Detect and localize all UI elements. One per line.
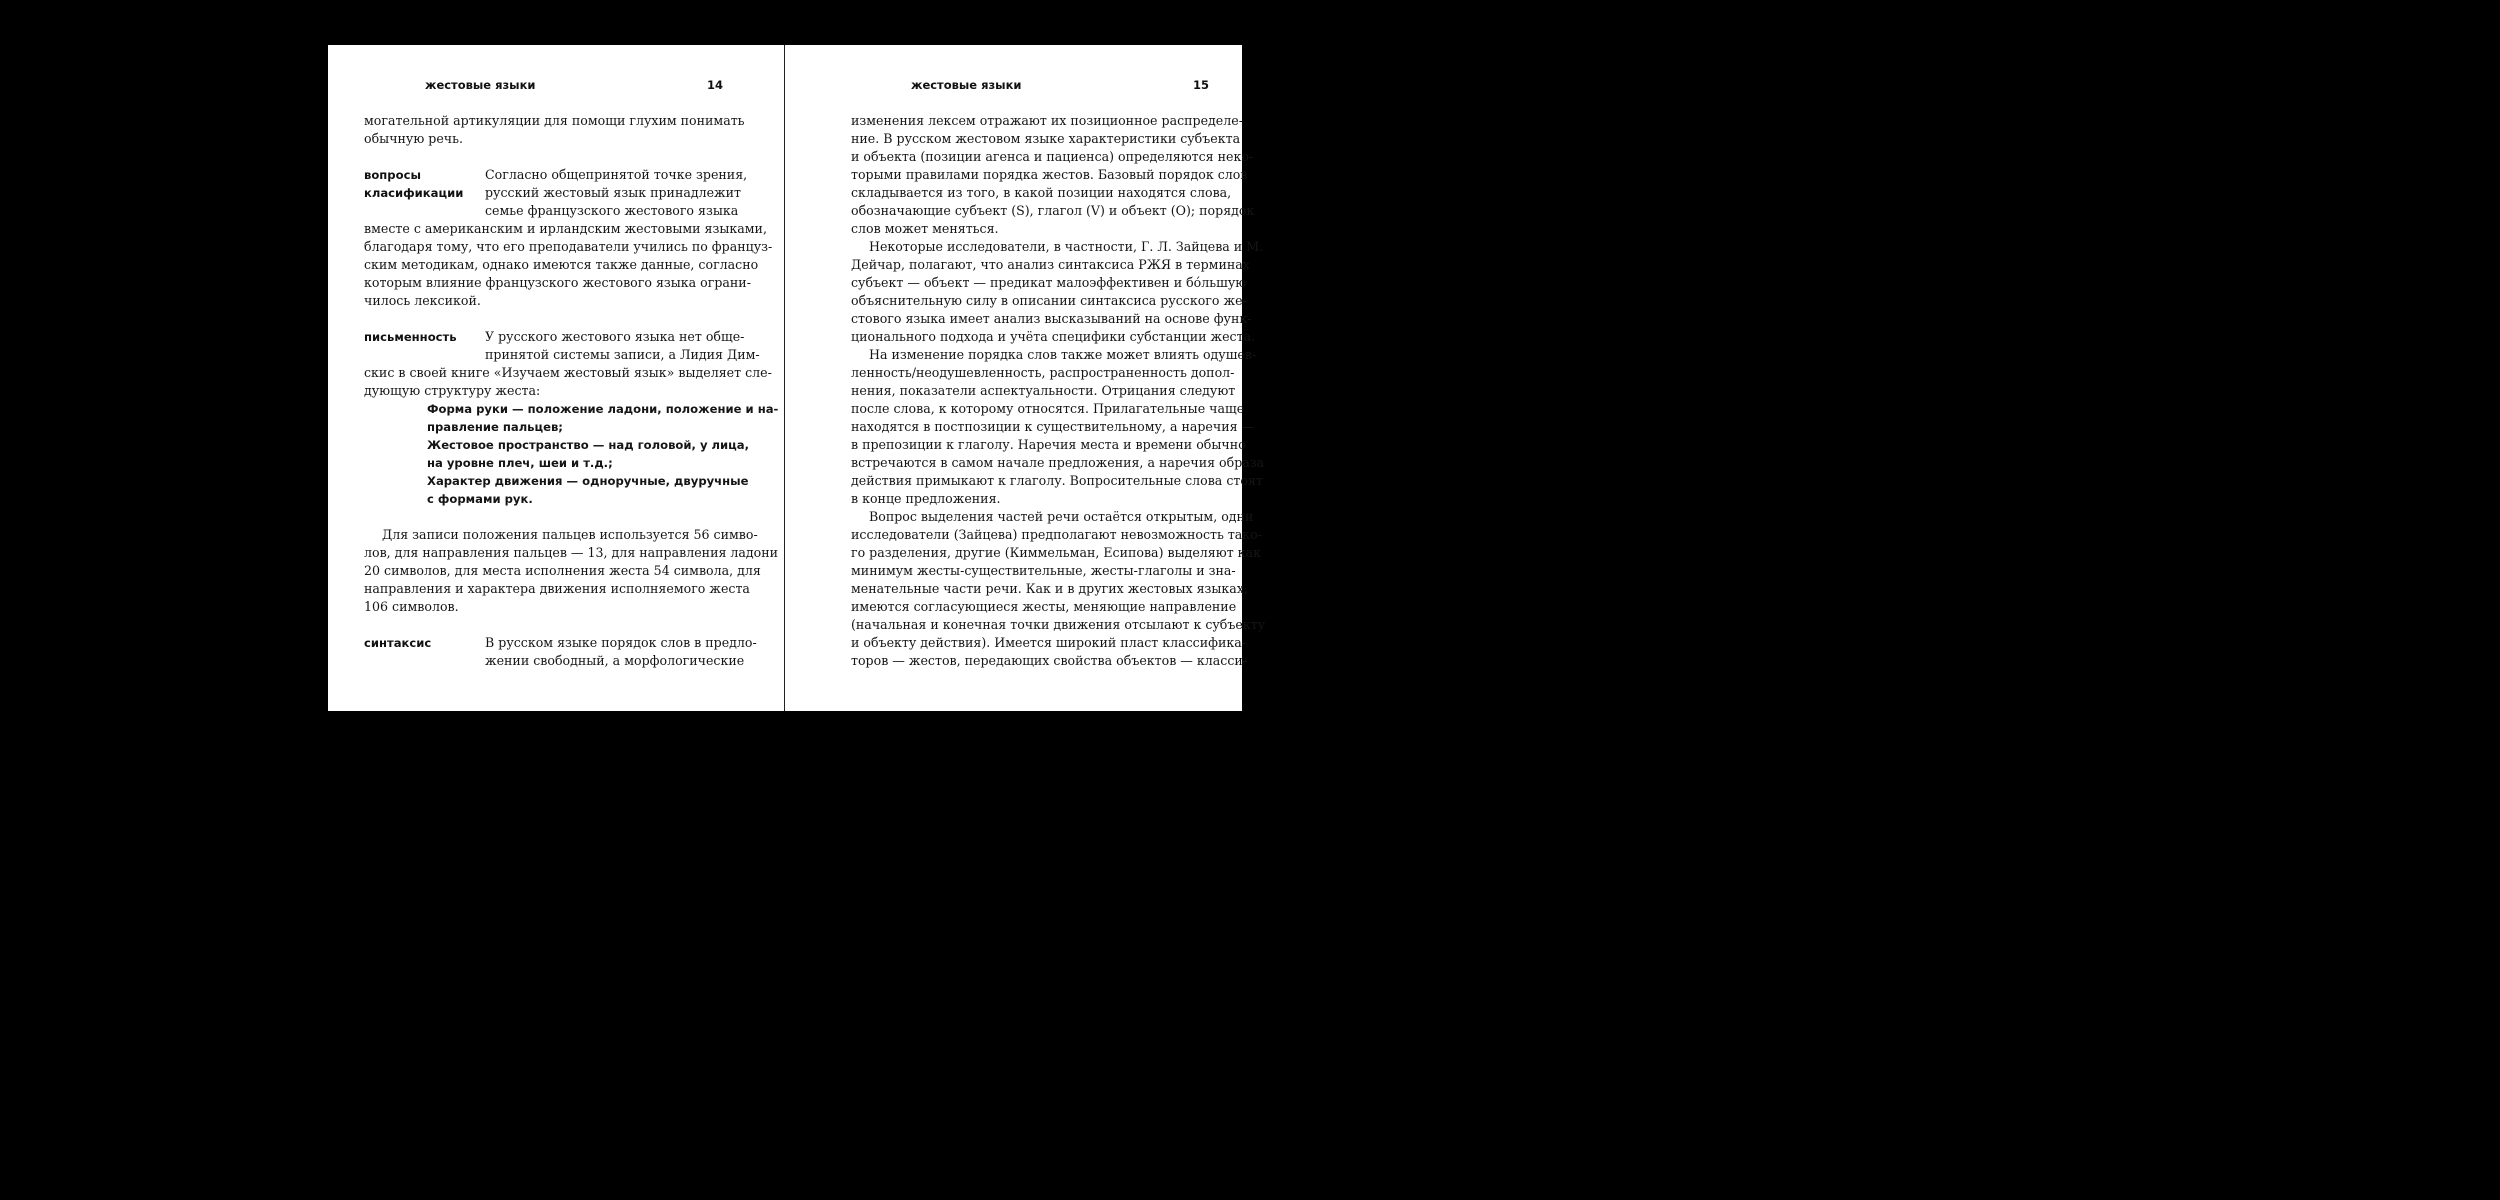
body-line: встречаются в самом начале предложения, а наречия образа	[851, 455, 1265, 470]
body-line: объяснительную силу в описании синтаксиса русского же-	[851, 293, 1247, 308]
running-head: жестовые языки	[425, 78, 536, 92]
body-line: имеются согласующиеся жесты, меняющие направление	[851, 599, 1237, 614]
structure-item: с формами рук.	[427, 492, 533, 506]
body-line: и объекту действия). Имеется широкий пласт классифика-	[851, 635, 1246, 650]
body-line: лов, для направления пальцев — 13, для направления ладони	[364, 545, 779, 560]
body-line: ским методикам, однако имеются также данные, согласно	[364, 257, 759, 272]
body-line: В русском языке порядок слов в предло-	[485, 635, 757, 650]
body-line: 106 символов.	[364, 599, 459, 614]
body-line: исследователи (Зайцева) предполагают невозможность тако-	[851, 527, 1263, 542]
body-line: субъект — объект — предикат малоэффективен и бо́льшую	[851, 275, 1247, 290]
side-heading: класификации	[364, 186, 464, 200]
body-line: обозначающие субъект (S), глагол (V) и объект (O); порядок	[851, 203, 1255, 218]
body-line: находятся в постпозиции к существительному, а наречия —	[851, 419, 1255, 434]
body-line: 20 символов, для места исполнения жеста 54 символа, для	[364, 563, 761, 578]
side-heading: синтаксис	[364, 636, 432, 650]
body-line: благодаря тому, что его преподаватели учились по француз-	[364, 239, 773, 254]
body-line: в конце предложения.	[851, 491, 1001, 506]
side-heading: вопросы	[364, 168, 421, 182]
right-page	[785, 45, 1266, 711]
body-line: и объекта (позиции агенса и пациенса) определяются неко-	[851, 149, 1254, 164]
structure-item: Характер движения — одноручные, двуручные	[427, 474, 749, 488]
page-number: 15	[1193, 78, 1210, 92]
running-head: жестовые языки	[911, 78, 1022, 92]
body-line: слов может меняться.	[851, 221, 999, 236]
body-line: Некоторые исследователи, в частности, Г. Л. Зайцева и М.	[869, 239, 1264, 254]
body-line: минимум жесты-существительные, жесты-глаголы и зна-	[851, 563, 1236, 578]
book-spread	[328, 45, 1266, 711]
body-line: складывается из того, в какой позиции находятся слова,	[851, 185, 1232, 200]
body-line: ленность/неодушевленность, распространенность допол-	[851, 365, 1235, 380]
body-line: Вопрос выделения частей речи остаётся открытым, одни	[869, 509, 1254, 524]
body-line: принятой системы записи, а Лидия Дим-	[485, 347, 760, 362]
body-line: стового языка имеет анализ высказываний на основе функ-	[851, 311, 1252, 326]
body-line: Для записи положения пальцев используется 56 симво-	[382, 527, 758, 542]
body-line: действия примыкают к глаголу. Вопросительные слова стоят	[851, 473, 1263, 488]
body-line: семье французского жестового языка	[485, 203, 739, 218]
body-line: торыми правилами порядка жестов. Базовый порядок слов	[851, 167, 1248, 182]
body-line: скис в своей книге «Изучаем жестовый язык» выделяет сле-	[364, 365, 772, 380]
body-line: в препозиции к глаголу. Наречия места и времени обычно	[851, 437, 1246, 452]
structure-item: Жестовое пространство — над головой, у лица,	[427, 438, 749, 452]
body-line: дующую структуру жеста:	[364, 383, 541, 398]
structure-item: Форма руки — положение ладони, положение и на-	[427, 402, 779, 416]
body-line: менательные части речи. Как и в других жестовых языках,	[851, 581, 1248, 596]
structure-item: правление пальцев;	[427, 420, 563, 434]
side-heading: письменность	[364, 330, 457, 344]
body-line: Дейчар, полагают, что анализ синтаксиса РЖЯ в терминах	[851, 257, 1250, 272]
body-line: после слова, к которому относятся. Прилагательные чаще	[851, 401, 1245, 416]
body-line: направления и характера движения исполняемого жеста	[364, 581, 750, 596]
structure-item: на уровне плеч, шеи и т.д.;	[427, 456, 613, 470]
body-line: которым влияние французского жестового языка ограни-	[364, 275, 751, 290]
body-line: На изменение порядка слов также может влиять одушев-	[869, 347, 1257, 362]
body-line: обычную речь.	[364, 131, 463, 146]
page-number: 14	[707, 78, 724, 92]
body-line: чилось лексикой.	[364, 293, 481, 308]
body-line: русский жестовый язык принадлежит	[485, 185, 742, 200]
body-line: го разделения, другие (Киммельман, Есипова) выделяют как	[851, 545, 1261, 560]
body-line: вместе с американским и ирландским жестовыми языками,	[364, 221, 767, 236]
body-line: ние. В русском жестовом языке характеристики субъекта	[851, 131, 1241, 146]
left-page	[328, 45, 784, 711]
body-line: У русского жестового языка нет обще-	[485, 329, 745, 344]
body-line: изменения лексем отражают их позиционное распределе-	[851, 113, 1243, 128]
body-line: торов — жестов, передающих свойства объектов — класси-	[851, 653, 1248, 668]
body-line: (начальная и конечная точки движения отсылают к субъекту	[851, 617, 1266, 632]
body-line: ционального подхода и учёта специфики субстанции жеста.	[851, 329, 1256, 344]
body-line: могательной артикуляции для помощи глухим понимать	[364, 113, 745, 128]
body-line: нения, показатели аспектуальности. Отрицания следуют	[851, 383, 1236, 398]
body-line: Согласно общепринятой точке зрения,	[485, 167, 748, 182]
body-line: жении свободный, а морфологические	[485, 653, 745, 668]
